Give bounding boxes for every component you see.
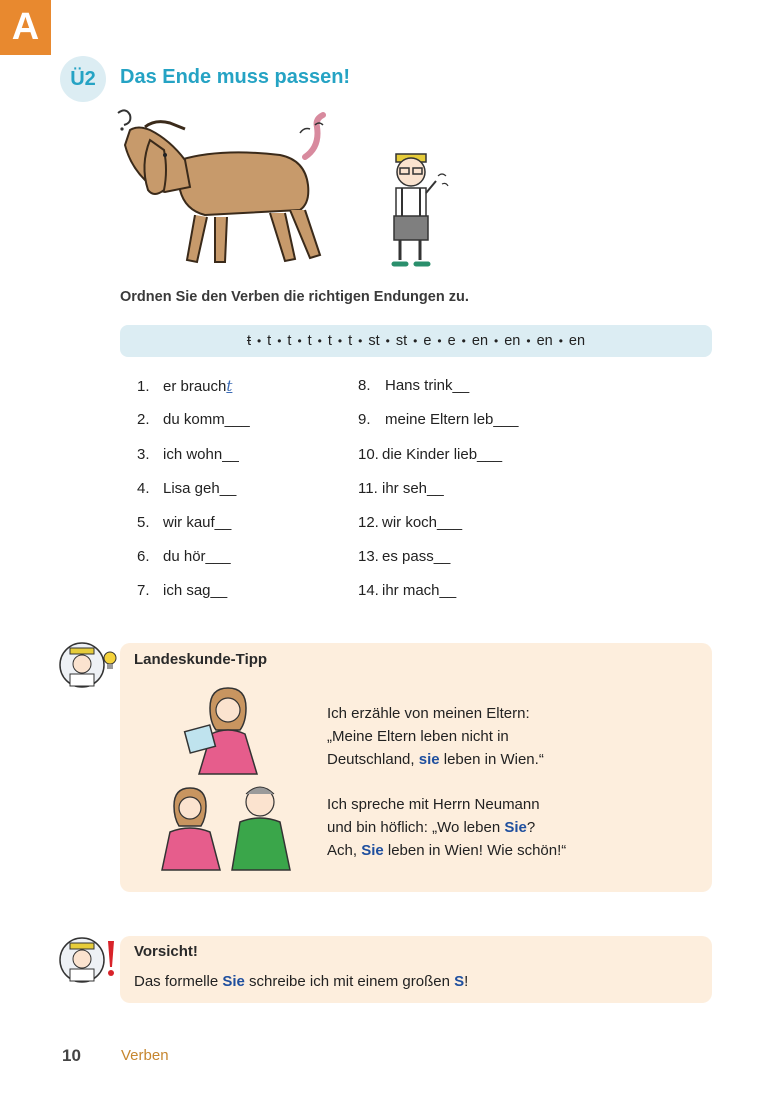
exercise-item xyxy=(358,514,462,531)
exercise-item xyxy=(358,480,444,497)
item-text[interactable]: ihr seh__ xyxy=(382,480,444,497)
item-text[interactable]: die Kinder lieb___ xyxy=(382,446,503,463)
item-number: 4. xyxy=(137,480,150,497)
ending-separator: • xyxy=(358,334,363,348)
warning-mascot-icon xyxy=(58,935,120,985)
boy-illustration xyxy=(378,148,458,270)
item-number: 10. xyxy=(358,446,379,463)
ending-separator: • xyxy=(461,334,466,348)
ending-token: t xyxy=(267,333,272,349)
item-number: 14. xyxy=(358,582,379,599)
ending-token: en xyxy=(504,333,521,349)
exercise-badge: Ü2 xyxy=(60,56,106,102)
ending-token: t xyxy=(348,333,353,349)
exercise-item xyxy=(137,480,236,497)
tip-line-6-a: Ach, xyxy=(327,842,362,859)
ending-separator: • xyxy=(437,334,442,348)
ending-token: e xyxy=(423,333,432,349)
ending-token: st xyxy=(395,333,408,349)
exercise-item xyxy=(137,548,231,565)
tip-highlight-Sie-2: Sie xyxy=(361,842,384,859)
item-number: 6. xyxy=(137,548,150,565)
warning-highlight-S: S xyxy=(454,973,465,990)
tip-line-5-a: und bin höflich: „Wo leben xyxy=(327,819,505,836)
exercise-instruction: Ordnen Sie den Verben die richtigen Endungen zu. xyxy=(120,289,469,305)
item-text[interactable]: er brauch xyxy=(163,378,227,395)
conversation-illustration xyxy=(160,780,300,872)
exercise-item xyxy=(358,446,502,463)
warning-text xyxy=(134,973,468,990)
page-number: 10 xyxy=(62,1046,81,1065)
ending-separator: • xyxy=(526,334,531,348)
tip-line-3-a: Deutschland, xyxy=(327,751,419,768)
ending-separator: • xyxy=(256,334,262,348)
ending-token: t xyxy=(287,333,292,349)
ending-token: en xyxy=(568,333,586,349)
tip-mascot-icon xyxy=(58,640,120,690)
ending-separator: • xyxy=(277,334,282,348)
warning-box xyxy=(120,936,712,1003)
item-number: 9. xyxy=(358,411,371,428)
warning-text-c: schreibe ich mit einem großen xyxy=(244,973,455,990)
ending-separator: • xyxy=(297,334,302,348)
tip-line-5-c: ? xyxy=(526,819,536,836)
tip-highlight-Sie-1: Sie xyxy=(504,819,527,836)
ending-token: t xyxy=(327,333,332,349)
item-number: 11. xyxy=(358,480,378,497)
ending-token: en xyxy=(471,333,489,349)
warning-text-a: Das formelle xyxy=(134,973,223,990)
tip-highlight-sie: sie xyxy=(418,751,440,768)
exercise-item xyxy=(358,377,469,394)
horse-illustration xyxy=(110,105,340,275)
item-number: 8. xyxy=(358,377,371,394)
item-number: 3. xyxy=(137,446,150,463)
item-number: 1. xyxy=(137,378,150,395)
tip-title: Landeskunde-Tipp xyxy=(134,651,268,668)
exercise-item xyxy=(137,582,227,599)
ending-separator: • xyxy=(385,334,390,348)
ending-token: t xyxy=(307,333,312,349)
ending-separator: • xyxy=(337,334,343,348)
item-number: 12. xyxy=(358,514,379,531)
warning-text-e: ! xyxy=(464,973,469,990)
exercise-item xyxy=(137,411,250,428)
item-text[interactable]: meine Eltern leb___ xyxy=(385,411,519,428)
tip-line-6 xyxy=(327,842,566,859)
item-number: 13. xyxy=(358,548,379,565)
endings-box xyxy=(120,325,712,357)
tip-line-6-c: leben in Wien! Wie schön!“ xyxy=(383,842,567,859)
item-text[interactable]: wir kauf__ xyxy=(163,514,232,531)
woman-photo-illustration xyxy=(183,684,273,776)
tip-line-2: „Meine Eltern leben nicht in xyxy=(327,728,509,745)
ending-separator: • xyxy=(317,334,322,348)
item-text[interactable]: ihr mach__ xyxy=(382,582,457,599)
ending-token: e xyxy=(447,333,456,349)
section-tab: A xyxy=(0,0,51,55)
item-text[interactable]: es pass__ xyxy=(382,548,451,565)
item-text[interactable]: ich sag__ xyxy=(163,582,228,599)
tip-line-3-c: leben in Wien.“ xyxy=(439,751,544,768)
item-number: 7. xyxy=(137,582,150,599)
exercise-item xyxy=(137,446,239,463)
exercise-item xyxy=(358,548,450,565)
ending-separator: • xyxy=(494,334,499,348)
exercise-item xyxy=(137,514,231,531)
ending-separator: • xyxy=(413,334,418,348)
exercise-item xyxy=(358,582,456,599)
ending-token: t xyxy=(246,333,251,349)
item-number: 2. xyxy=(137,411,150,428)
item-text[interactable]: wir koch___ xyxy=(382,514,463,531)
ending-token: st xyxy=(368,333,380,349)
exercise-item xyxy=(137,377,232,395)
tip-line-4: Ich spreche mit Herrn Neumann xyxy=(327,796,540,813)
item-text[interactable]: du hör___ xyxy=(163,548,231,565)
item-text[interactable]: du komm___ xyxy=(163,411,250,428)
item-text[interactable]: Lisa geh__ xyxy=(163,480,237,497)
tip-line-3 xyxy=(327,751,544,768)
exercise-item xyxy=(358,411,518,428)
tip-line-5 xyxy=(327,819,535,836)
section-name: Verben xyxy=(121,1047,169,1064)
exercise-title: Das Ende muss passen! xyxy=(120,66,351,88)
item-number: 5. xyxy=(137,514,150,531)
item-text[interactable]: ich wohn__ xyxy=(163,446,239,463)
tip-line-1: Ich erzähle von meinen Eltern: xyxy=(327,705,530,722)
ending-token: en xyxy=(536,333,553,349)
warning-highlight-Sie: Sie xyxy=(222,973,245,990)
ending-separator: • xyxy=(558,334,563,348)
warning-title: Vorsicht! xyxy=(134,943,198,960)
item-answer: t xyxy=(226,377,233,395)
item-text[interactable]: Hans trink__ xyxy=(385,377,470,394)
